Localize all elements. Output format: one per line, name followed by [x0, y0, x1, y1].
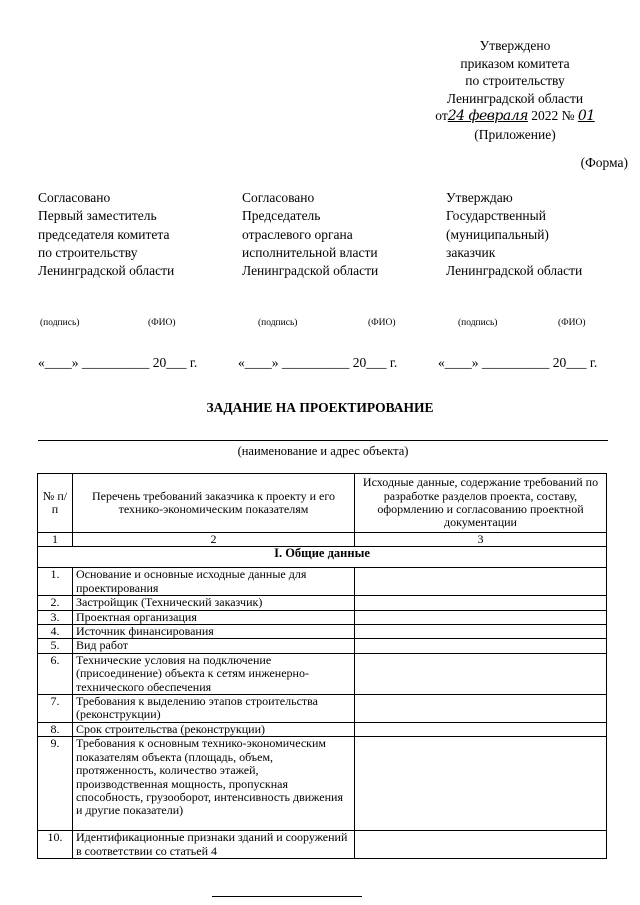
row-number: 6.	[38, 653, 73, 694]
column-number: 3	[355, 533, 607, 547]
object-caption: (наименование и адрес объекта)	[237, 444, 409, 458]
row-value-cell[interactable]	[355, 737, 607, 831]
signature-label: (подпись)	[40, 318, 80, 328]
column-number: 2	[73, 533, 355, 547]
sig-line: Утверждаю	[446, 190, 513, 205]
date-line: «____» __________ 20___ г.	[38, 355, 198, 370]
row-requirement: Проектная организация	[73, 610, 355, 624]
row-value-cell[interactable]	[355, 722, 607, 736]
row-number: 8.	[38, 722, 73, 736]
row-requirement: Вид работ	[73, 639, 355, 653]
row-number: 1.	[38, 568, 73, 596]
row-value-cell[interactable]	[355, 639, 607, 653]
row-number: 10.	[38, 831, 73, 859]
sig-line: председателя комитета	[38, 226, 170, 242]
sig-line: Первый заместитель	[38, 208, 157, 224]
sig-line: Председатель	[242, 208, 321, 224]
table-row	[38, 695, 607, 723]
signature-block-customer	[446, 189, 640, 280]
approval-line-4: Ленинградской области	[446, 90, 584, 106]
row-number: 7.	[38, 695, 73, 723]
signature-block-branch-chairman	[242, 189, 442, 280]
table-row	[38, 831, 607, 859]
approval-line-2: приказом комитета	[460, 55, 570, 71]
signature-label: (подпись)	[458, 318, 498, 328]
row-value-cell[interactable]	[355, 568, 607, 596]
handwritten-date: 24 февраля	[447, 108, 528, 124]
table-row	[38, 610, 607, 624]
row-requirement: Основание и основные исходные данные для проектирования	[73, 568, 355, 596]
approval-block	[400, 37, 630, 143]
row-number: 2.	[38, 596, 73, 610]
sig-line: Согласовано	[242, 190, 315, 205]
form-label: (Форма)	[580, 155, 628, 170]
signature-label: (подпись)	[258, 318, 298, 328]
row-requirement: Идентификационные признаки зданий и сооружений в соответствии со статьей 4	[73, 831, 355, 859]
header-requirements: Перечень требований заказчика к проекту и его технико-экономическим показателям	[73, 474, 355, 533]
row-requirement: Источник финансирования	[73, 625, 355, 639]
approval-from: от	[435, 108, 448, 123]
page-bottom-rule	[212, 896, 362, 897]
table-header-row	[38, 474, 607, 533]
sig-line: отраслевого органа	[242, 226, 353, 242]
table-row	[38, 639, 607, 653]
row-value-cell[interactable]	[355, 653, 607, 694]
row-requirement: Технические условия на подключение (присоединение) объекта к сетям инженерно-технического обеспечения	[73, 653, 355, 694]
column-number: 1	[38, 533, 73, 547]
date-line: «____» __________ 20___ г.	[438, 355, 598, 370]
sig-line: Согласовано	[38, 190, 111, 205]
fio-label: (ФИО)	[558, 318, 586, 328]
approval-line-1: Утверждено	[479, 38, 551, 53]
signature-block-first-deputy	[38, 189, 238, 280]
row-number: 3.	[38, 610, 73, 624]
row-requirement: Требования к выделению этапов строительства (реконструкции)	[73, 695, 355, 723]
sig-line: исполнительной власти	[242, 244, 378, 260]
sig-line: по строительству	[38, 244, 138, 260]
approval-date-row	[400, 107, 630, 126]
row-value-cell[interactable]	[355, 831, 607, 859]
section-row	[38, 547, 607, 568]
row-number: 5.	[38, 639, 73, 653]
table-row	[38, 568, 607, 596]
row-value-cell[interactable]	[355, 695, 607, 723]
table-row	[38, 596, 607, 610]
row-requirement: Застройщик (Технический заказчик)	[73, 596, 355, 610]
sig-line: Ленинградской области	[446, 263, 583, 279]
table-row	[38, 722, 607, 736]
sig-line: (муниципальный)	[446, 226, 549, 242]
row-number: 4.	[38, 625, 73, 639]
row-value-cell[interactable]	[355, 625, 607, 639]
requirements-table	[37, 473, 607, 859]
header-source-data: Исходные данные, содержание требований по разработке разделов проекта, составу, оформлению и согласованию проектной документации	[355, 474, 607, 533]
fio-label: (ФИО)	[148, 318, 176, 328]
approval-appendix: (Приложение)	[474, 126, 556, 142]
row-requirement: Требования к основным технико-экономическим показателям объекта (площадь, объем, протяженность, количество этажей, производственная мощность, пропускная способность, грузооборот, интенсивность движения и другие показатели)	[73, 737, 355, 831]
fio-label: (ФИО)	[368, 318, 396, 328]
sig-line: Ленинградской области	[242, 263, 379, 279]
document-title: ЗАДАНИЕ НА ПРОЕКТИРОВАНИЕ	[206, 400, 434, 415]
object-name-line	[38, 440, 608, 441]
row-requirement: Срок строительства (реконструкции)	[73, 722, 355, 736]
sig-line: Государственный	[446, 208, 546, 224]
row-value-cell[interactable]	[355, 610, 607, 624]
approval-line-3: по строительству	[465, 73, 565, 88]
approval-year-number: 2022 №	[531, 108, 575, 123]
row-number: 9.	[38, 737, 73, 831]
sig-line: заказчик	[446, 244, 496, 260]
column-number-row	[38, 533, 607, 547]
handwritten-number: 01	[577, 108, 595, 124]
header-number: № п/п	[38, 474, 73, 533]
table-row	[38, 653, 607, 694]
section-title: I. Общие данные	[38, 547, 607, 568]
row-value-cell[interactable]	[355, 596, 607, 610]
sig-line: Ленинградской области	[38, 263, 175, 279]
table-row	[38, 737, 607, 831]
date-line: «____» __________ 20___ г.	[238, 355, 398, 370]
table-row	[38, 625, 607, 639]
